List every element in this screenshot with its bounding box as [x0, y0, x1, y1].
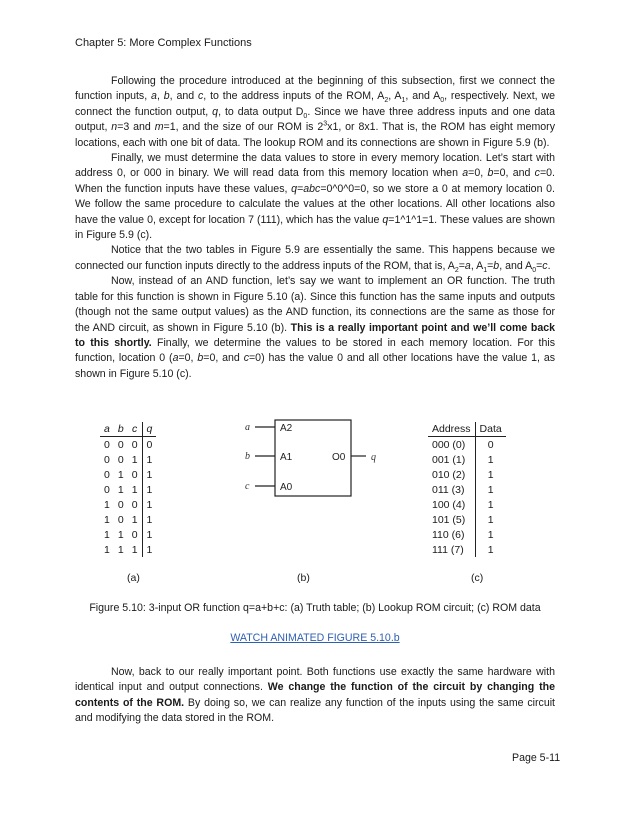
tt-cell: 1 — [104, 528, 110, 541]
tt-cell: 0 — [131, 528, 138, 541]
output-label-q: q — [371, 452, 376, 463]
table-row — [428, 482, 506, 497]
rd-data-cell: 1 — [475, 542, 506, 557]
table-row — [428, 467, 506, 482]
pin-o0: O0 — [332, 452, 346, 463]
tt-cell: 1 — [142, 452, 156, 467]
tt-cell: 0 — [104, 453, 110, 466]
paragraph-1: Following the procedure introduced at the beginning of this subsection, first we connect the function inputs, a, b, and c, to the address inputs of the ROM, $A_2$, $A_1$, and $A_0$, respectively. Next, we connect the function output, q, to data output $D_0$. Since we have three address inputs and one data output, n=3 and m=1, and the size of our ROM is $2^3x1$, or 8x1. That is, the ROM has eight memory locations, each with one bit of data. The lookup ROM and its connections are shown in Figure 5.9 (b). — [75, 75, 556, 149]
pin-a1: A1 — [280, 452, 293, 463]
rd-address-cell: 001 (1) — [432, 453, 466, 466]
pin-a2: A2 — [280, 423, 293, 434]
paragraph-3: Notice that the two tables in Figure 5.9 are essentially the same. This happens because we connected our function inputs directly to the address inputs of the ROM, that is, $A_2=a$, $A_1=b$, and $A_0=c$. — [75, 244, 555, 274]
rd-data-cell: 1 — [475, 482, 506, 497]
tt-cell: 1 — [131, 453, 138, 466]
paragraph-4: Now, instead of an AND function, let’s say we want to implement an OR function. The truth table for this function is shown in Figure 5.10 (a). Since this function has the same inputs and outputs (though not the same output values) as the AND function, its connections are the same as those for the AND circuit, as shown in Figure 5.10 (b). This is a really important point and we’ll come back to this shortly. Finally, we determine the values to be stored in each memory location. For this function, location 0 (a=0, b=0, and c=0) has the value 0 and all other locations have the value 1, as shown in Figure 5.10 (c). — [75, 275, 556, 380]
sub-label-a: (a) — [127, 572, 140, 584]
pin-a0: A0 — [280, 482, 293, 493]
table-row — [100, 437, 156, 453]
tt-cell: 1 — [142, 497, 156, 512]
tt-cell: 1 — [117, 543, 124, 556]
input-label-a: a — [245, 422, 250, 433]
rd-address-cell: 110 (6) — [432, 528, 465, 541]
tt-cell: 1 — [117, 468, 124, 481]
table-row — [100, 542, 156, 557]
rd-data-cell: 1 — [475, 452, 506, 467]
rd-address-cell: 100 (4) — [432, 498, 466, 511]
rd-address-cell: 010 (2) — [432, 468, 466, 481]
rd-header-data: Data — [475, 422, 506, 437]
table-row — [100, 467, 156, 482]
table-row — [100, 512, 156, 527]
sub-label-c: (c) — [471, 572, 484, 584]
table-row — [100, 497, 156, 512]
table-row — [100, 527, 156, 542]
tt-cell: 1 — [142, 482, 156, 497]
tt-header-a: a — [100, 422, 114, 437]
rd-data-cell: 1 — [475, 467, 506, 482]
tt-cell: 0 — [117, 453, 124, 466]
watch-animated-figure-link[interactable]: WATCH ANIMATED FIGURE 5.10.b — [230, 632, 400, 644]
rd-address-cell: 011 (3) — [432, 483, 465, 496]
tt-cell: 0 — [142, 437, 156, 453]
rd-address-cell: 000 (0) — [432, 438, 466, 451]
table-row — [428, 527, 506, 542]
rd-data-cell: 1 — [475, 512, 506, 527]
tt-cell: 1 — [104, 513, 110, 526]
tt-cell: 1 — [142, 542, 156, 557]
rd-address-cell: 111 (7) — [432, 543, 464, 556]
tt-header-q: q — [142, 422, 156, 437]
chapter-header: Chapter 5: More Complex Functions — [75, 37, 252, 49]
tt-cell: 1 — [117, 528, 124, 541]
rom-circuit — [240, 418, 400, 503]
closing-text — [75, 665, 555, 727]
tt-cell: 0 — [131, 438, 138, 451]
sub-label-b: (b) — [297, 572, 310, 584]
tt-header-c: c — [128, 422, 142, 437]
rd-data-cell: 0 — [475, 437, 506, 453]
rd-header-address: Address — [428, 422, 475, 437]
table-row — [428, 437, 506, 453]
input-label-b: b — [245, 451, 250, 462]
tt-header-b: b — [114, 422, 128, 437]
truth-table — [100, 422, 156, 557]
paragraph-5: Now, back to our really important point. Both functions use exactly the same hardware with identical input and output connections. We change the function of the circuit by changing the contents of the ROM. By doing so, we can realize any function of the inputs using the same circuit and modifying the data stored in the ROM. — [75, 666, 556, 725]
tt-cell: 0 — [104, 468, 110, 481]
tt-cell: 0 — [117, 438, 124, 451]
tt-cell: 0 — [104, 438, 110, 451]
table-row — [428, 497, 506, 512]
tt-cell: 1 — [104, 498, 110, 511]
tt-cell: 1 — [142, 527, 156, 542]
tt-cell: 1 — [142, 467, 156, 482]
body-text — [75, 74, 555, 382]
rd-data-cell: 1 — [475, 527, 506, 542]
table-row — [428, 542, 506, 557]
tt-cell: 1 — [117, 483, 124, 496]
table-row — [100, 482, 156, 497]
tt-cell: 1 — [142, 512, 156, 527]
tt-cell: 1 — [104, 543, 110, 556]
tt-cell: 0 — [104, 483, 110, 496]
table-row — [428, 512, 506, 527]
table-row — [428, 452, 506, 467]
paragraph-2: Finally, we must determine the data values to store in every memory location. Let’s start with address 0, or 000 in binary. We will read data from this memory location when a=0, b=0, and c=0. When the function inputs have these values, q=abc=0^0^0=0, so we store a 0 at memory location 0. We follow the same procedure to calculate the values at the other locations. All other locations also have the value 0, except for location 7 (111), which has the value q=1^1^1=1. These values are shown in Figure 5.9 (c). — [75, 152, 555, 242]
table-row — [100, 452, 156, 467]
rom-data-table — [428, 422, 506, 557]
tt-cell: 0 — [117, 498, 124, 511]
tt-cell: 0 — [117, 513, 124, 526]
rd-data-cell: 1 — [475, 497, 506, 512]
tt-cell: 0 — [131, 468, 138, 481]
page-number: Page 5-11 — [512, 752, 561, 764]
figure-caption: Figure 5.10: 3-input OR function q=a+b+c: (a) Truth table; (b) Lookup ROM circuit; (c) ROM data — [89, 602, 541, 614]
rd-address-cell: 101 (5) — [432, 513, 466, 526]
tt-cell: 1 — [131, 543, 138, 556]
tt-cell: 1 — [131, 513, 138, 526]
input-label-c: c — [245, 481, 250, 492]
tt-cell: 1 — [131, 483, 138, 496]
tt-cell: 0 — [131, 498, 138, 511]
